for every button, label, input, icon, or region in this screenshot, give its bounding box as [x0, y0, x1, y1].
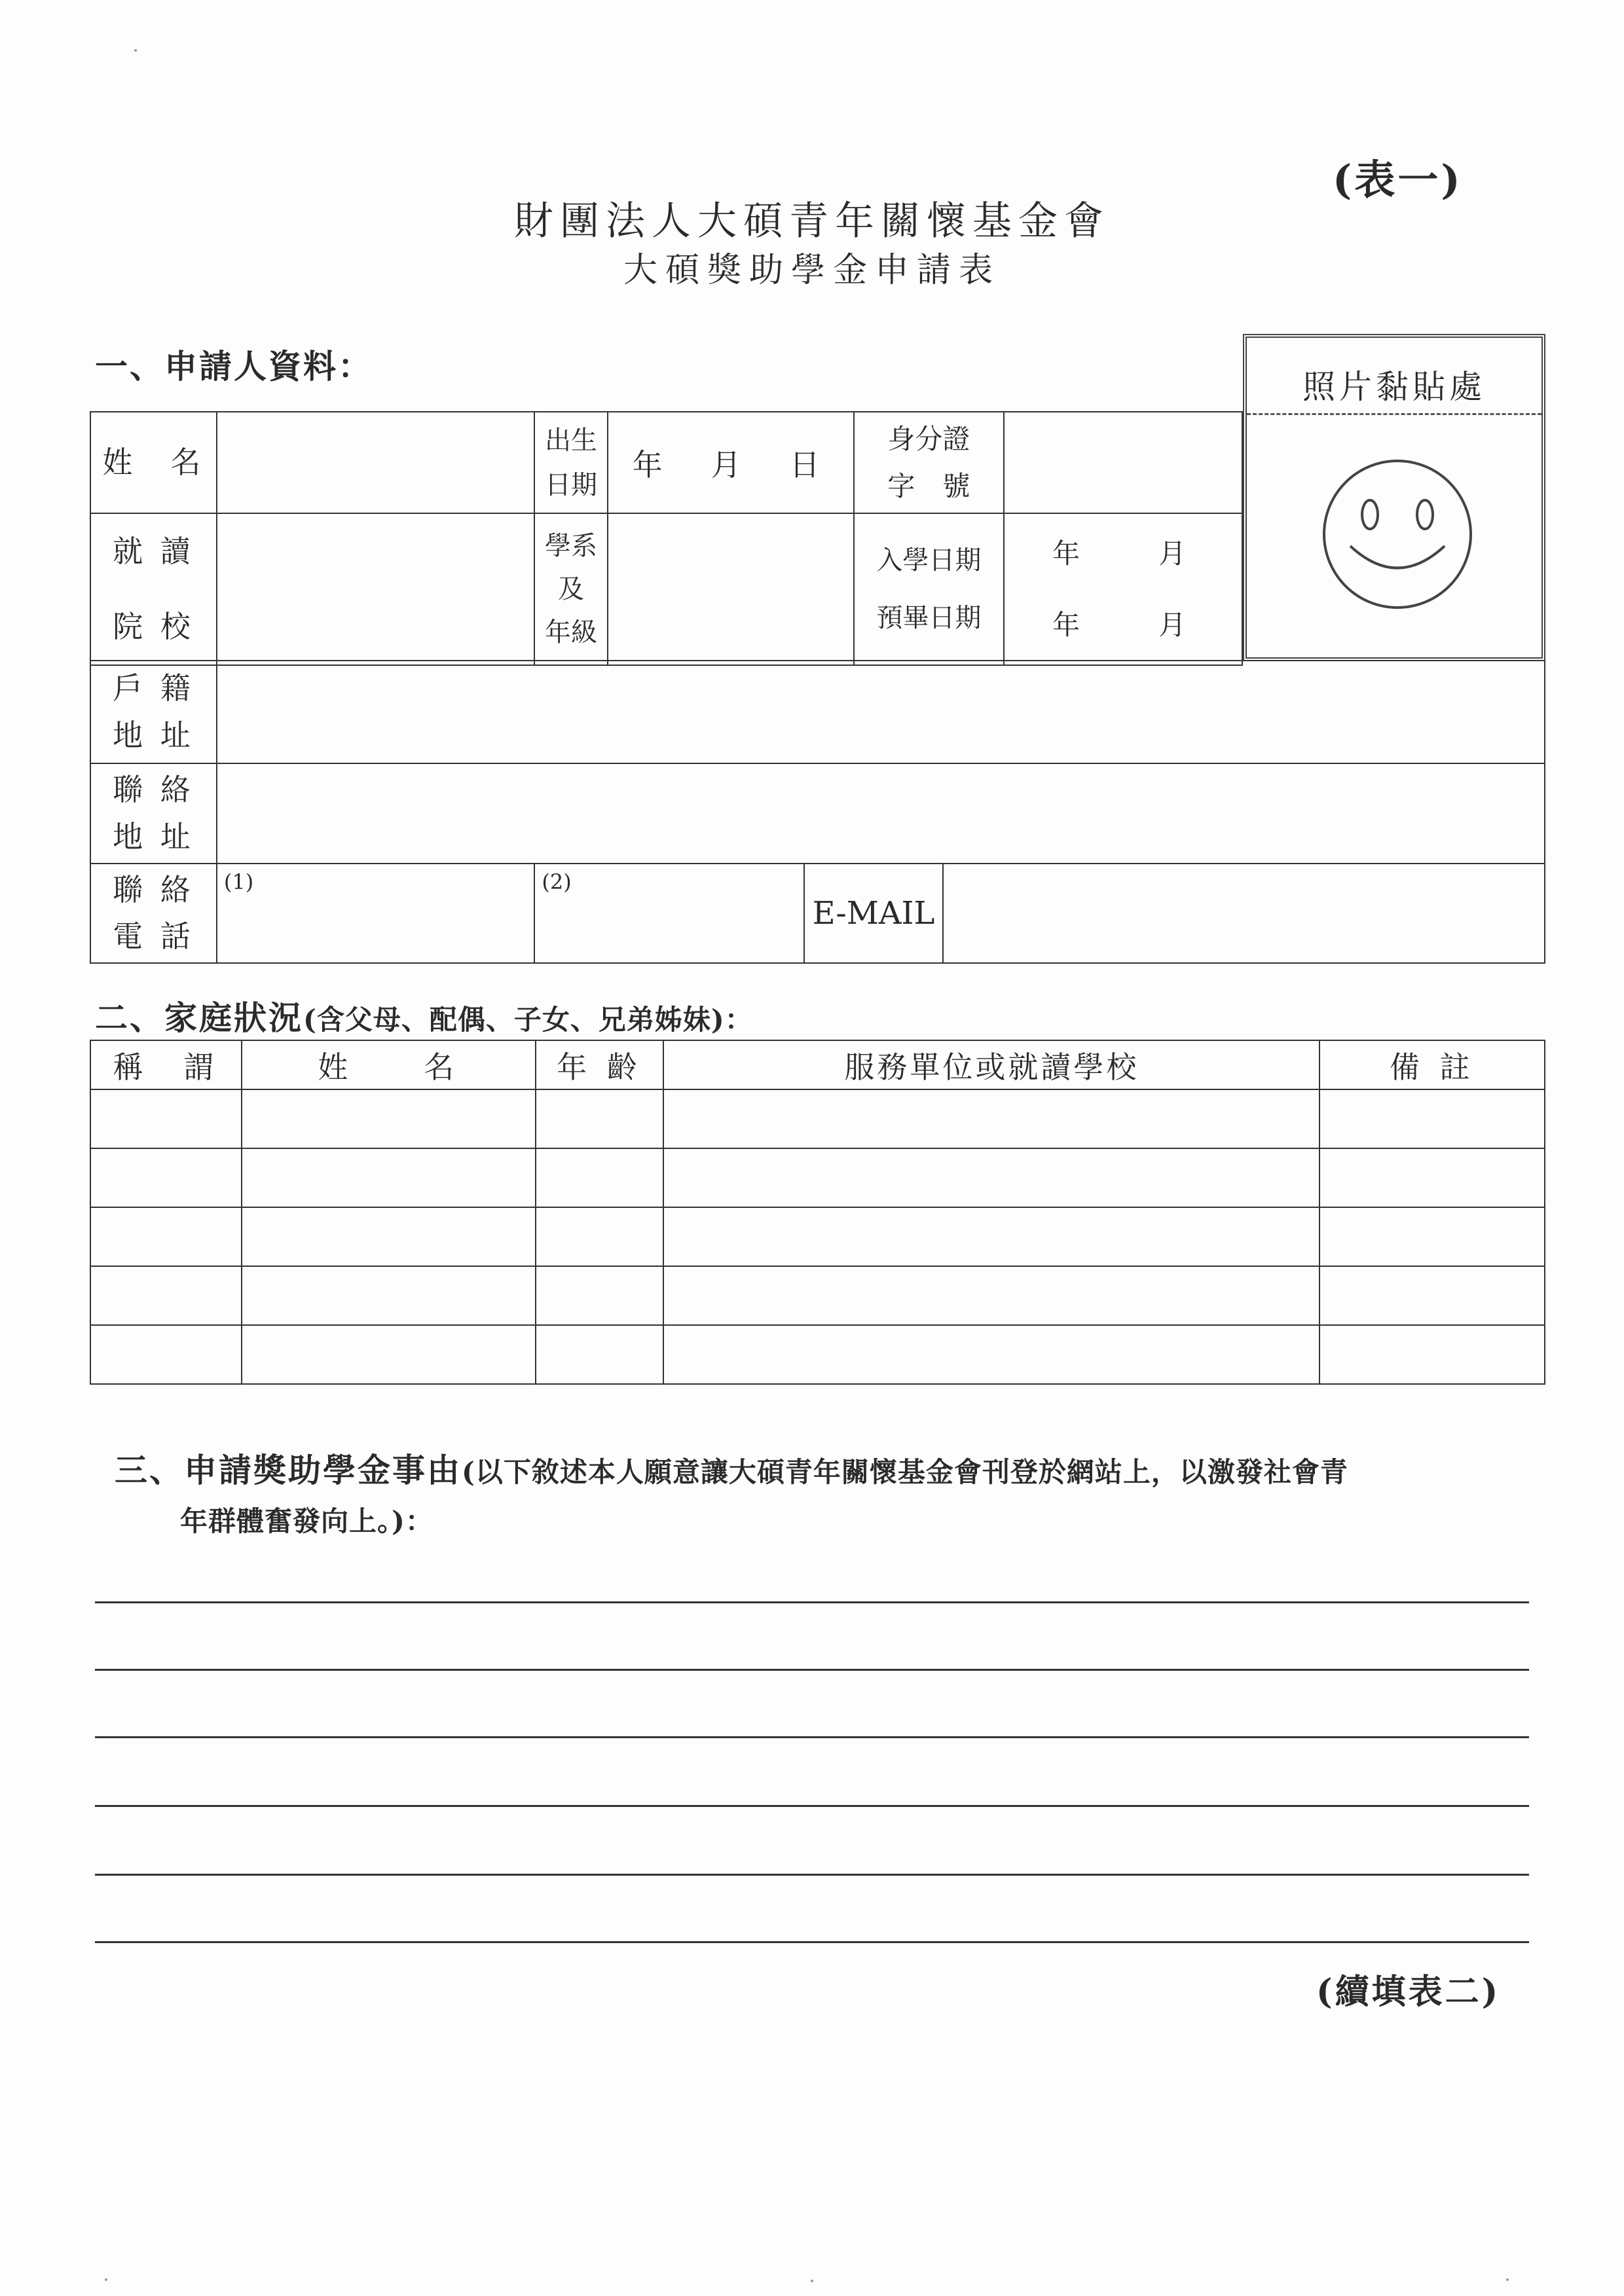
scan-speck [1506, 2278, 1509, 2281]
scan-speck [105, 2278, 107, 2281]
phone-2-field[interactable]: (2) [534, 864, 804, 963]
workplace-school-cell[interactable] [663, 1148, 1320, 1207]
writing-line[interactable] [95, 1669, 1529, 1671]
table-row [90, 1266, 1545, 1325]
department-grade-label: 學系 及 年級 [534, 513, 608, 665]
scan-speck [134, 49, 137, 52]
table-row [90, 1148, 1545, 1207]
name-cell[interactable] [242, 1325, 536, 1384]
name-cell[interactable] [242, 1207, 536, 1266]
photo-label: 照片黏貼處 [1247, 338, 1541, 415]
email-label: E-MAIL [804, 864, 943, 963]
section2-note: (含父母、配偶、子女、兄弟姊妹)： [303, 1004, 753, 1036]
table-row [90, 1207, 1545, 1266]
continue-to-form-two: (續填表二) [1316, 1972, 1501, 2012]
column-header-age: 年 齡 [536, 1040, 664, 1089]
column-header-remarks: 備 註 [1320, 1040, 1545, 1089]
form-number: (表一) [1333, 156, 1463, 204]
organization-title: 財團法人大碩青年關懷基金會 [514, 198, 1110, 244]
remarks-cell[interactable] [1320, 1089, 1545, 1148]
workplace-school-cell[interactable] [663, 1207, 1320, 1266]
column-header-relation: 稱 謂 [90, 1040, 242, 1089]
applicant-info-table-bottom [90, 660, 1545, 964]
scan-speck [811, 2280, 813, 2282]
applicant-info-table-top [90, 411, 1243, 666]
form-title: 大碩獎助學金申請表 [623, 251, 1001, 290]
department-grade-field[interactable] [608, 513, 854, 665]
section3-heading: 三、申請獎助學金事由(以下敘述本人願意讓大碩青年關懷基金會刊登於網站上，以激發社會青 年群體奮發向上。)： [115, 1451, 1348, 1537]
section1-heading: 一、申請人資料： [95, 347, 373, 386]
age-cell[interactable] [536, 1148, 664, 1207]
age-cell[interactable] [536, 1266, 664, 1325]
section2-heading: 二、家庭狀況(含父母、配偶、子女、兄弟姊妹)： [95, 998, 753, 1037]
name-cell[interactable] [242, 1089, 536, 1148]
workplace-school-cell[interactable] [663, 1266, 1320, 1325]
birth-date-field[interactable]: 年 月 日 [608, 412, 854, 513]
photo-paste-area [1243, 334, 1545, 661]
smiley-face-icon [1312, 449, 1483, 619]
remarks-cell[interactable] [1320, 1207, 1545, 1266]
remarks-cell[interactable] [1320, 1325, 1545, 1384]
section3-note: (以下敘述本人願意讓大碩青年關懷基金會刊登於網站上，以激發社會青 [462, 1456, 1348, 1488]
id-number-field[interactable] [1004, 412, 1242, 513]
column-header-name: 姓 名 [242, 1040, 536, 1089]
writing-line[interactable] [95, 1941, 1529, 1943]
name-field[interactable] [217, 412, 534, 513]
age-cell[interactable] [536, 1207, 664, 1266]
remarks-cell[interactable] [1320, 1266, 1545, 1325]
phone-1-field[interactable]: (1) [217, 864, 535, 963]
remarks-cell[interactable] [1320, 1148, 1545, 1207]
age-cell[interactable] [536, 1325, 664, 1384]
writing-line[interactable] [95, 1874, 1529, 1876]
name-label: 姓 名 [90, 412, 217, 513]
name-cell[interactable] [242, 1148, 536, 1207]
email-field[interactable] [943, 864, 1545, 963]
relation-cell[interactable] [90, 1148, 242, 1207]
school-label: 就 讀 院 校 [90, 513, 217, 665]
contact-address-label: 聯 絡 地 址 [90, 763, 217, 864]
birth-label: 出生 日期 [534, 412, 608, 513]
family-table-header-row [90, 1040, 1545, 1089]
workplace-school-cell[interactable] [663, 1089, 1320, 1148]
family-status-table [90, 1040, 1545, 1385]
relation-cell[interactable] [90, 1089, 242, 1148]
workplace-school-cell[interactable] [663, 1325, 1320, 1384]
enroll-graduate-label: 入學日期 預畢日期 [854, 513, 1005, 665]
school-field[interactable] [217, 513, 534, 665]
relation-cell[interactable] [90, 1207, 242, 1266]
residence-address-field[interactable] [217, 661, 1545, 763]
name-cell[interactable] [242, 1266, 536, 1325]
phone-label: 聯 絡 電 話 [90, 864, 217, 963]
writing-line[interactable] [95, 1805, 1529, 1807]
writing-line[interactable] [95, 1736, 1529, 1738]
residence-address-label: 戶 籍 地 址 [90, 661, 217, 763]
table-row [90, 1325, 1545, 1384]
id-number-label: 身分證 字 號 [854, 412, 1005, 513]
column-header-workplace-school: 服務單位或就讀學校 [663, 1040, 1320, 1089]
writing-line[interactable] [95, 1601, 1529, 1603]
table-row [90, 1089, 1545, 1148]
enroll-graduate-field[interactable]: 年 月 年 月 [1004, 513, 1242, 665]
contact-address-field[interactable] [217, 763, 1545, 864]
age-cell[interactable] [536, 1089, 664, 1148]
relation-cell[interactable] [90, 1325, 242, 1384]
relation-cell[interactable] [90, 1266, 242, 1325]
section3-note-continued: 年群體奮發向上。)： [180, 1505, 434, 1537]
